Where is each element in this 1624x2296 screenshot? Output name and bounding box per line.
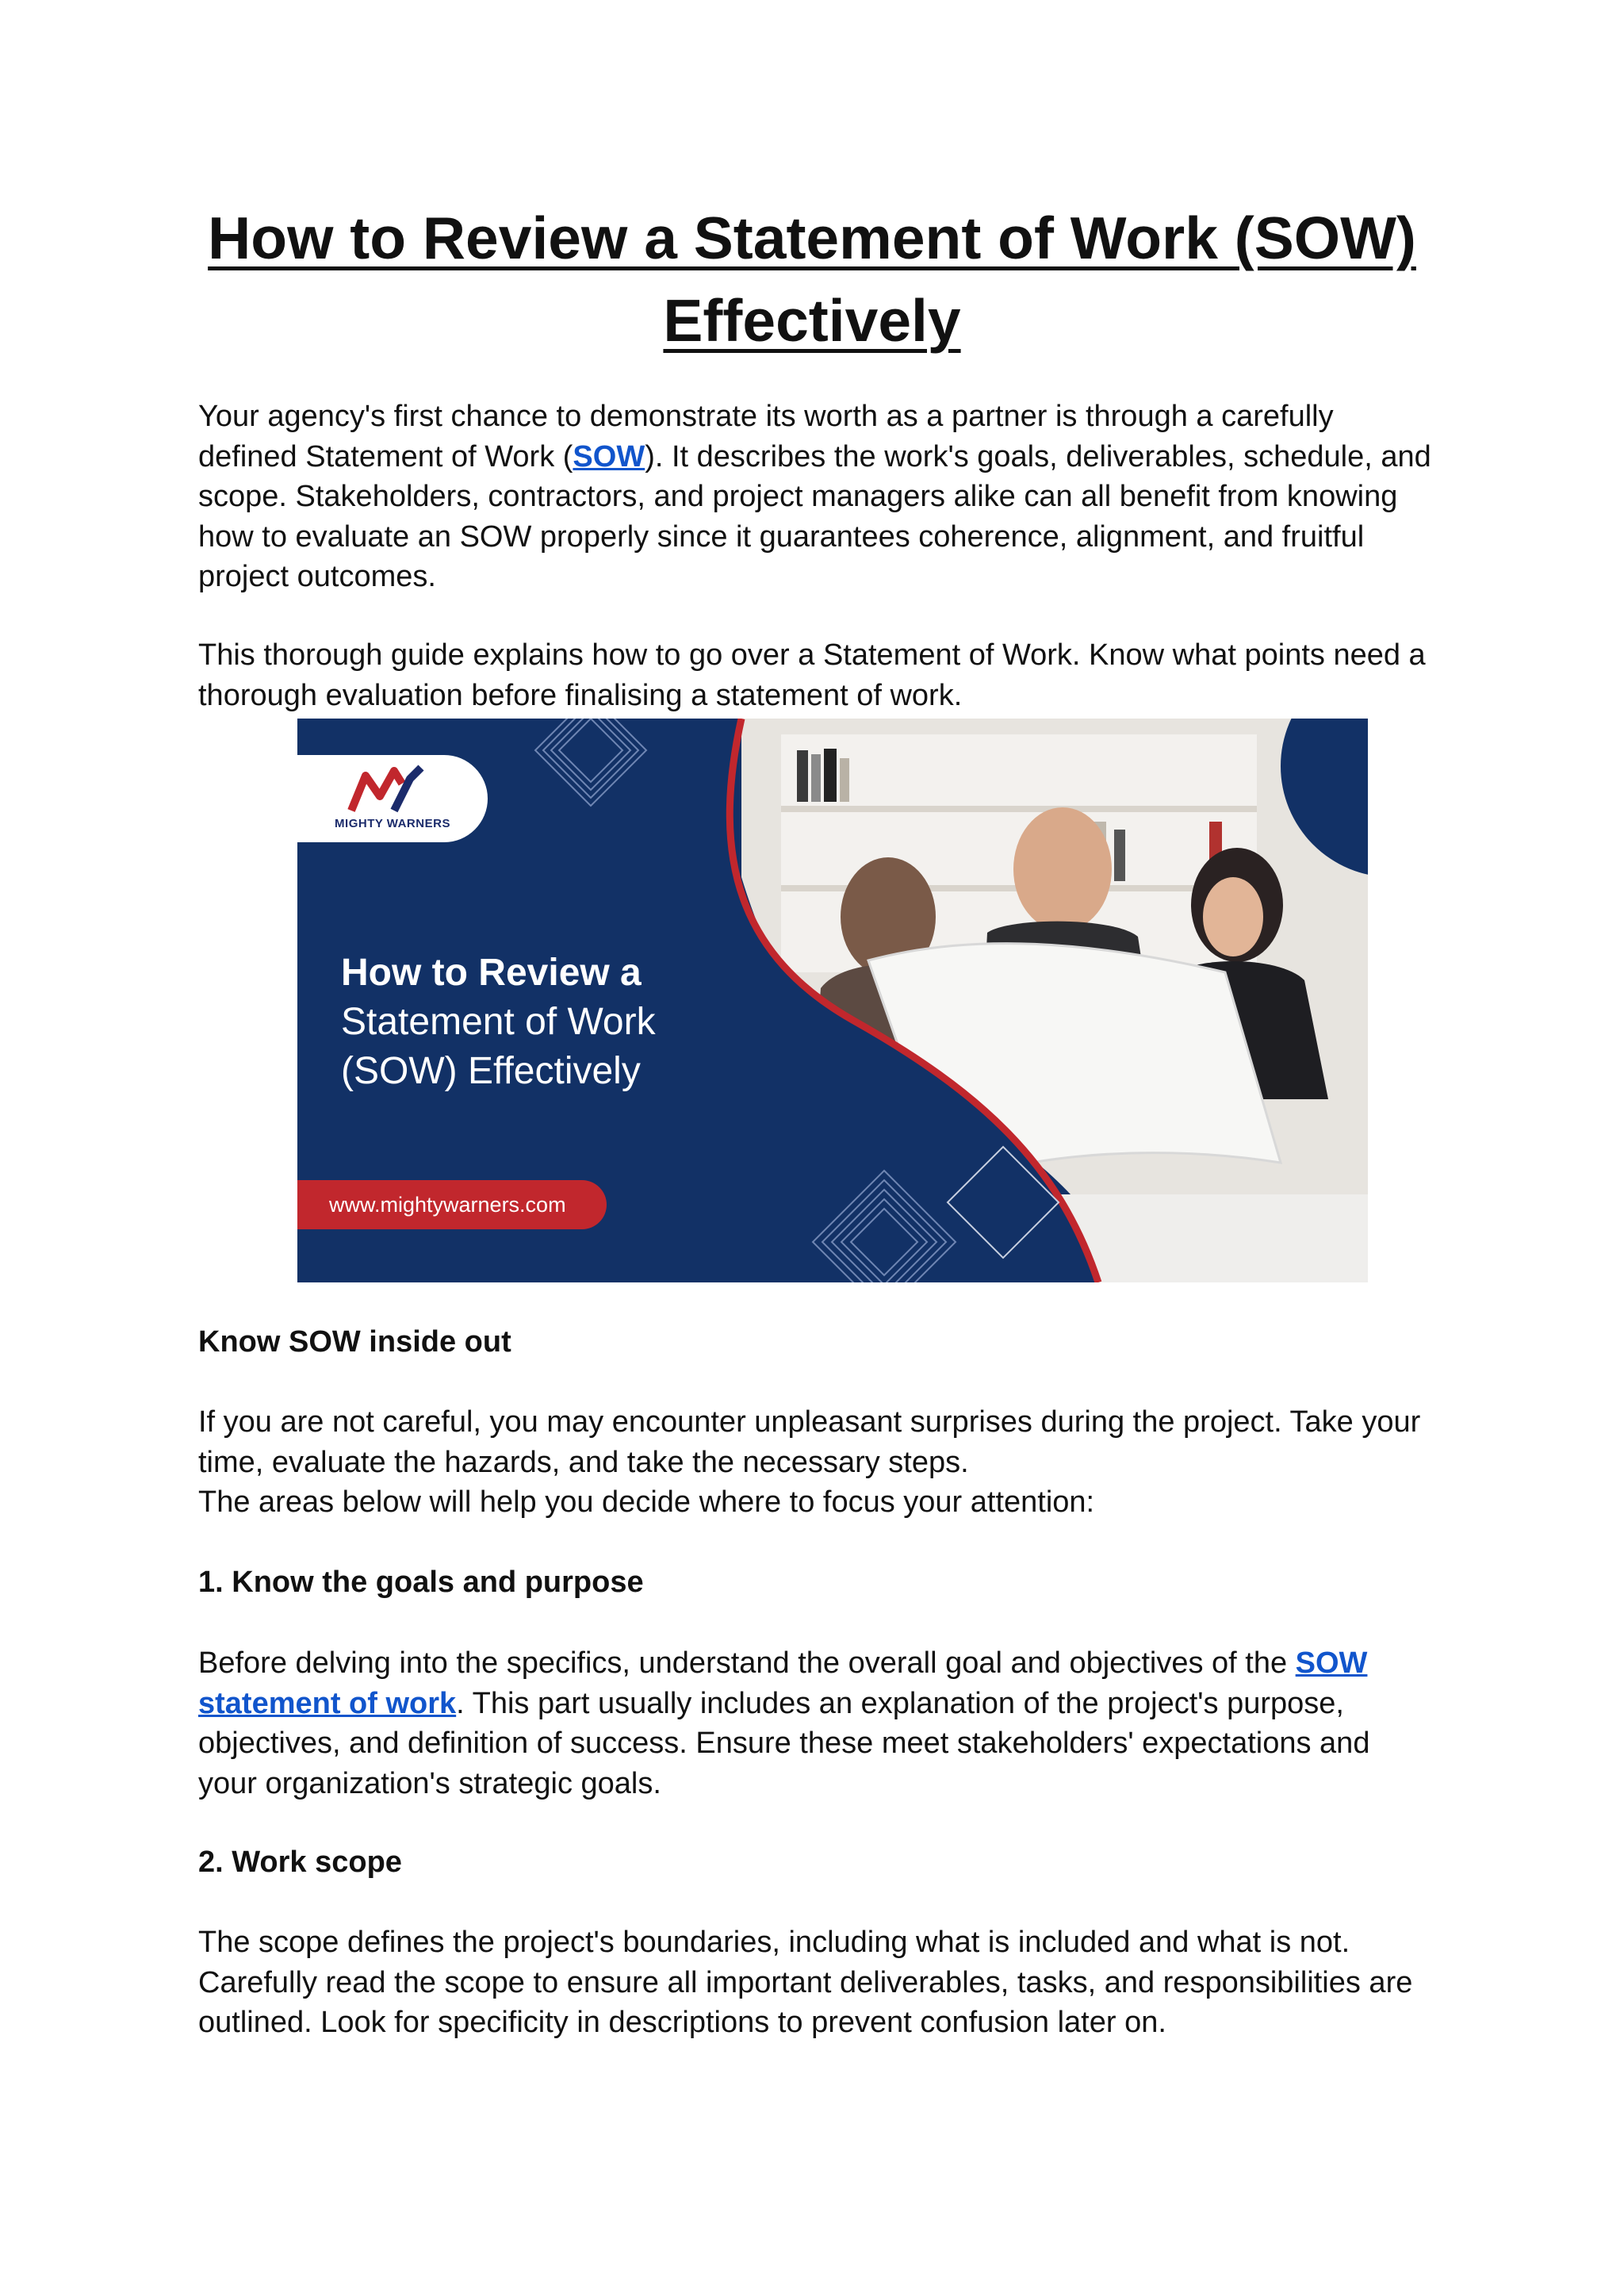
goals-text-start: Before delving into the specifics, understand the overall goal and objectives of the bbox=[198, 1646, 1296, 1680]
heading-know-sow: Know SOW inside out bbox=[198, 1325, 511, 1359]
intro-text-end: ). It describes the work's goals, deliverables, schedule, and scope. Stakeholders, contractors, and project managers alike can all benefit from knowing how to evaluate an SOW properly since it guarantees coherence, alignment, and fruitful project outcomes. bbox=[198, 439, 1431, 593]
scope-paragraph: The scope defines the project's boundaries, including what is included and what is not. Carefully read the scope to ensure all important deliverables, tasks, and responsibilities are outlined. Look for specificity in descriptions to prevent confusion later on. bbox=[198, 1926, 1413, 2039]
intro-text-start: Your agency's first chance to demonstrate its worth as a partner is through a carefully defined Statement of Work ( bbox=[198, 400, 1334, 473]
sow-statement-of-work-link[interactable]: SOW statement of work bbox=[198, 1646, 1368, 1720]
mighty-warners-logo bbox=[297, 755, 488, 842]
title-line-2: Effectively bbox=[663, 287, 961, 354]
goals-paragraph bbox=[198, 1643, 1435, 1803]
document-title bbox=[198, 197, 1426, 362]
guide-paragraph: This thorough guide explains how to go over a Statement of Work. Know what points need a thorough evaluation before finalising a statement of work. bbox=[198, 638, 1426, 712]
mighty-warners-logo-icon bbox=[345, 765, 440, 814]
goals-text-end: . This part usually includes an explanation of the project's purpose, objectives, and definition of success. Ensure these meet stakeholders' expectations and your organization's strategic goals. bbox=[198, 1686, 1370, 1800]
banner-title-line-1: How to Review a bbox=[341, 952, 642, 994]
logo-wordmark: MIGHTY WARNERS bbox=[335, 817, 450, 830]
heading-work-scope: 2. Work scope bbox=[198, 1846, 402, 1879]
banner-url-pill: www.mightywarners.com bbox=[297, 1180, 607, 1229]
sow-link[interactable]: SOW bbox=[573, 439, 645, 473]
know-sow-paragraph-2: The areas below will help you decide where to focus your attention: bbox=[198, 1485, 1095, 1519]
title-line-1: How to Review a Statement of Work (SOW) bbox=[208, 205, 1416, 271]
heading-goals-purpose: 1. Know the goals and purpose bbox=[198, 1566, 644, 1599]
banner-title-line-3: (SOW) Effectively bbox=[341, 1050, 641, 1092]
banner-title-line-2: Statement of Work bbox=[341, 1001, 656, 1043]
know-sow-paragraph-1: If you are not careful, you may encounter unpleasant surprises during the project. Take your time, evaluate the hazards, and take the necessary steps. bbox=[198, 1405, 1421, 1479]
intro-paragraph bbox=[198, 397, 1435, 597]
article-banner-image bbox=[297, 719, 1368, 1282]
